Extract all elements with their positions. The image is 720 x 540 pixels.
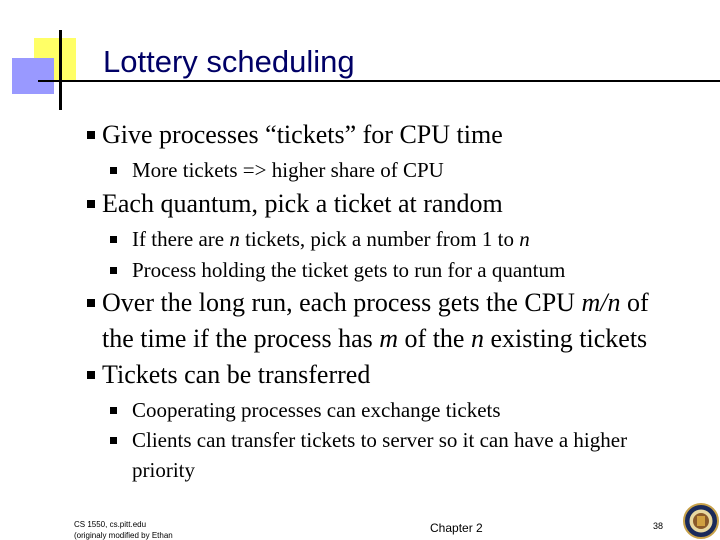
sub-bullet-item [132,425,627,455]
footer-chapter: Chapter 2 [430,521,483,535]
bullet-square-icon [110,236,117,243]
bullet-square-icon [87,299,95,307]
bullet-square-icon [87,200,95,208]
bullet-square-icon [87,371,95,379]
bullet-square-icon [110,167,117,174]
sub-bullet-item [132,395,501,425]
bullet-item [102,117,503,153]
bullet-square-icon [110,267,117,274]
sub-bullet-text: Clients can transfer tickets to server so it can have a higher [132,428,628,452]
sub-bullet-text: Cooperating processes can exchange tickets [132,398,501,422]
bullet-text-continued: the time if the process has m of the n existing tickets [102,324,648,353]
bullet-square-icon [110,407,117,414]
decor-vertical-line [59,30,62,110]
sub-bullet-text: Process holding the ticket gets to run for a quantum [132,258,566,282]
bullet-text: Over the long run, each process gets the CPU m/n of [102,288,649,317]
sub-bullet-text: More tickets => higher share of CPU [132,158,444,182]
sub-bullet-item [132,224,530,254]
bullet-text: Each quantum, pick a ticket at random [102,189,503,218]
bullet-square-icon [110,437,117,444]
decor-blue-square [12,58,54,94]
bullet-item [102,186,503,222]
bullet-square-icon [87,131,95,139]
bullet-item [102,285,649,321]
sub-bullet-item [132,255,565,285]
sub-bullet-item [132,155,444,185]
bullet-text: Give processes “tickets” for CPU time [102,120,503,149]
slide-title: Lottery scheduling [103,44,355,79]
page-number: 38 [653,521,664,531]
footer-credit: CS 1550, cs.pitt.edu (originaly modified by Ethan [74,520,173,540]
bullet-text: Tickets can be transferred [102,360,371,389]
sub-bullet-text-continued: priority [132,458,195,482]
sub-bullet-text: If there are n tickets, pick a number from 1 to n [132,227,530,251]
university-seal-icon [683,503,719,539]
decor-horizontal-line [38,80,720,82]
bullet-item [102,357,370,393]
